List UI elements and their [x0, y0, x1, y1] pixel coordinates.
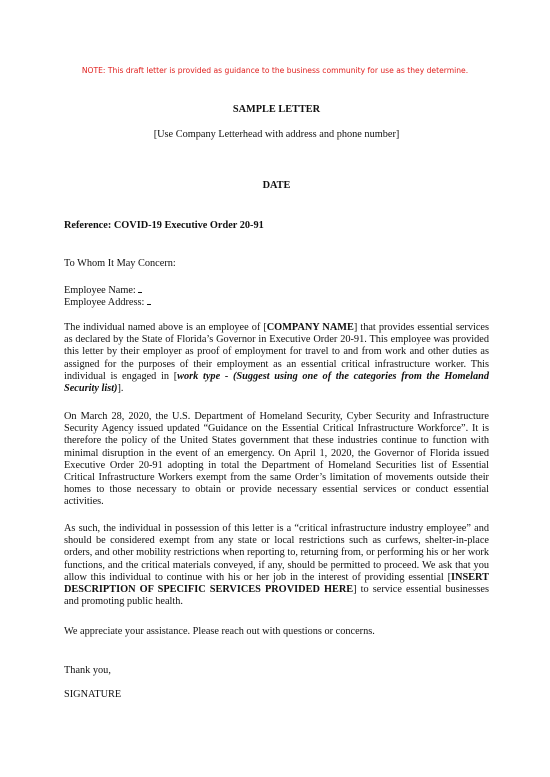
services-placeholder: INSERT DESCRIPTION OF SPECIFIC SERVICES PROVIDED HERE — [64, 571, 489, 596]
paragraph-exemption — [64, 523, 489, 608]
employee-name-label: Employee Name: — [64, 285, 139, 296]
work-type-placeholder: work type - (Suggest using one of the categories from the Homeland Security list) — [64, 370, 489, 395]
employee-address-label: Employee Address: — [64, 297, 147, 308]
paragraph-text: ] that provides essential services as declared by the State of Florida’s Governor in Executive Order 20-91. This employee was provided this letter by their employer as proof of employment for travel to and from work and other duties as assigned for the purposes of their employment as an essential critical infrastructure worker. This individual is engaged in [ — [64, 322, 489, 382]
employee-address-blank — [147, 295, 151, 305]
signature: SIGNATURE — [64, 689, 122, 700]
paragraph-employment — [64, 322, 489, 395]
draft-note: NOTE: This draft letter is provided as guidance to the business community for use as they determine. — [81, 66, 469, 75]
paragraph-text: ]. — [117, 383, 124, 395]
letter-heading: SAMPLE LETTER — [232, 104, 321, 115]
paragraph-dhs-guidance: On March 28, 2020, the U.S. Department of Homeland Security, Cyber Security and Infrastructure Security Agency issued updated “Guidance on the Essential Critical Infrastructure Workforce”. It is therefore the policy of the United States government that these industries continue to function with minimal disruption in the event of an emergency. On April 1, 2020, the Governor of Florida issued Executive Order 20-91 adopting in total the Department of Homeland Securities list of Essential Critical Infrastructure Workers exempt from the same Order’s limitation of movements outside their homes to those necessary to obtain or provide necessary essential services or conduct essential activities. — [64, 411, 489, 508]
salutation: To Whom It May Concern: — [64, 258, 176, 269]
closing: Thank you, — [64, 665, 111, 676]
paragraph-text: As such, the individual in possession of this letter is a “critical infrastructure industry employee” and should be considered exempt from any state or local restrictions such as curfews, shelter-in-place orders, and other mobility restrictions when reporting to, returning from, or performing his or her work functions, and the critical materials conveyed, if any, should be permitted to proceed. We ask that you allow this individual to continue with his or her job in the interest of providing essential [ — [64, 523, 489, 583]
employee-name-blank — [138, 283, 142, 293]
paragraph-text: The individual named above is an employee of [ — [64, 322, 267, 333]
reference-line: Reference: COVID-19 Executive Order 20-91 — [64, 220, 264, 231]
paragraph-text: ] to service essential businesses and promoting public health. — [64, 584, 489, 608]
company-name-placeholder: COMPANY NAME — [266, 322, 354, 333]
paragraph-appreciation: We appreciate your assistance. Please reach out with questions or concerns. — [64, 626, 375, 637]
employee-address-field — [64, 295, 489, 309]
letterhead-instruction: [Use Company Letterhead with address and phone number] — [153, 129, 400, 140]
letter-date: DATE — [262, 180, 291, 191]
